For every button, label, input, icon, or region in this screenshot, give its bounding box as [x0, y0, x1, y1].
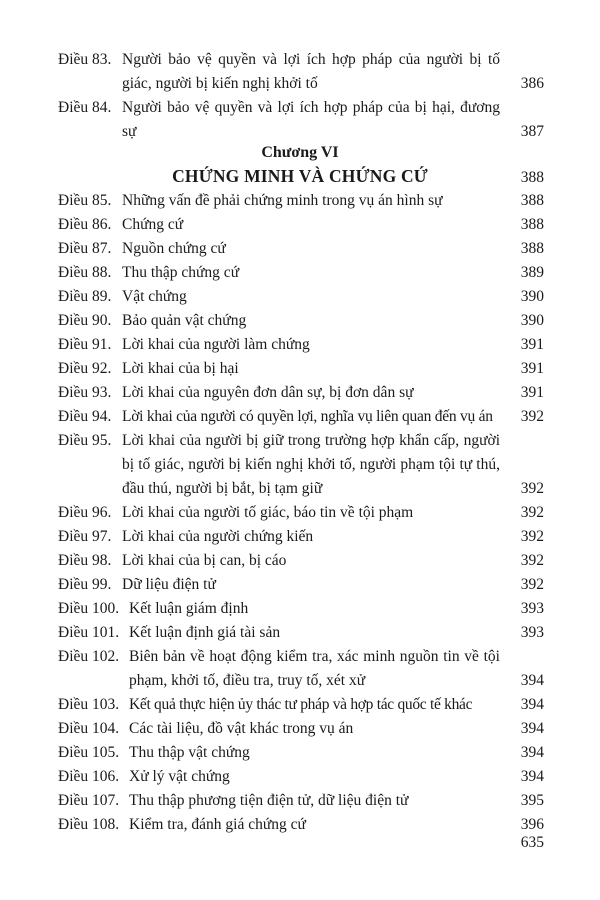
page-ref: 387 — [520, 123, 544, 140]
toc-entry — [0, 429, 600, 501]
article-label: Điều 89. — [58, 288, 112, 305]
article-title: Nguồn chứng cứ — [122, 240, 226, 257]
article-label: Điều 85. — [58, 192, 112, 209]
article-title: Kiểm tra, đánh giá chứng cứ — [129, 816, 306, 833]
toc-entry — [0, 96, 600, 144]
chapter-page-ref: 388 — [520, 169, 544, 186]
article-label: Điều 98. — [58, 552, 112, 569]
page-ref: 394 — [520, 696, 544, 713]
article-title: Lời khai của bị can, bị cáo — [122, 552, 287, 569]
article-label: Điều 86. — [58, 216, 112, 233]
article-label: Điều 105. — [58, 744, 120, 761]
page-ref: 392 — [520, 576, 544, 593]
article-label: Điều 102. — [58, 648, 120, 665]
article-title: Lời khai của bị hại — [122, 360, 239, 377]
page-ref: 392 — [520, 528, 544, 545]
chapter-number: Chương VI — [261, 144, 339, 161]
article-title: Lời khai của người có quyền lợi, nghĩa vụ liên quan đến vụ án — [122, 408, 493, 425]
article-label: Điều 101. — [58, 624, 120, 641]
page-ref: 396 — [520, 816, 544, 833]
article-title: Kết luận giám định — [129, 600, 249, 617]
article-title: Lời khai của người chứng kiến — [122, 528, 314, 545]
article-title: Chứng cứ — [122, 216, 184, 233]
article-label: Điều 107. — [58, 792, 120, 809]
article-label: Điều 96. — [58, 504, 112, 521]
article-title: Lời khai của người bị giữ trong trường hợp khẩn cấp, người bị tố giác, người bị kiến nghị khởi tố, người phạm tội tự thú, đầu thú, người bị bắt, bị tạm giữ — [122, 432, 500, 497]
article-label: Điều 103. — [58, 696, 120, 713]
article-label: Điều 100. — [58, 600, 120, 617]
article-label: Điều 93. — [58, 384, 112, 401]
toc-entry — [0, 645, 600, 693]
page-ref: 394 — [520, 768, 544, 785]
article-label: Điều 94. — [58, 408, 112, 425]
article-title: Kết quả thực hiện ủy thác tư pháp và hợp tác quốc tế khác — [129, 696, 473, 713]
article-title: Người bảo vệ quyền và lợi ích hợp pháp của bị hại, đương sự — [122, 99, 500, 140]
page-ref: 391 — [520, 360, 544, 377]
article-label: Điều 97. — [58, 528, 112, 545]
article-title: Thu thập phương tiện điện tử, dữ liệu điện tử — [129, 792, 409, 809]
article-title: Lời khai của người tố giác, báo tin về tội phạm — [122, 504, 414, 521]
article-title: Thu thập vật chứng — [129, 744, 250, 761]
article-title: Xử lý vật chứng — [129, 768, 230, 785]
page-ref: 386 — [520, 75, 544, 92]
page-ref: 390 — [520, 288, 544, 305]
article-label: Điều 87. — [58, 240, 112, 257]
page-ref: 394 — [520, 672, 544, 689]
article-title: Dữ liệu điện tử — [122, 576, 216, 593]
page-ref: 392 — [520, 408, 544, 425]
page-ref: 388 — [520, 240, 544, 257]
article-title: Bảo quản vật chứng — [122, 312, 247, 329]
page-ref: 392 — [520, 552, 544, 569]
article-label: Điều 83. — [58, 51, 112, 68]
article-title: Lời khai của người làm chứng — [122, 336, 310, 353]
page-ref: 392 — [520, 504, 544, 521]
article-title: Vật chứng — [122, 288, 187, 305]
toc-entry — [0, 48, 600, 96]
article-title: Biên bản về hoạt động kiểm tra, xác minh nguồn tin về tội phạm, khởi tố, điều tra, truy tố, xét xử — [129, 648, 500, 689]
page-ref: 395 — [520, 792, 544, 809]
article-label: Điều 92. — [58, 360, 112, 377]
page-ref: 388 — [520, 192, 544, 209]
page-ref: 391 — [520, 336, 544, 353]
article-label: Điều 90. — [58, 312, 112, 329]
article-label: Điều 84. — [58, 99, 112, 116]
article-title: Những vấn đề phải chứng minh trong vụ án hình sự — [122, 192, 443, 209]
article-label: Điều 99. — [58, 576, 112, 593]
page-ref: 389 — [520, 264, 544, 281]
page-ref: 391 — [520, 384, 544, 401]
article-title: Lời khai của nguyên đơn dân sự, bị đơn dân sự — [122, 384, 414, 401]
article-title: Các tài liệu, đồ vật khác trong vụ án — [129, 720, 354, 737]
article-label: Điều 91. — [58, 336, 112, 353]
article-title: Kết luận định giá tài sản — [129, 624, 281, 641]
chapter-title: CHỨNG MINH VÀ CHỨNG CỨ — [172, 166, 428, 186]
page-number: 635 — [520, 834, 544, 851]
page-ref: 390 — [520, 312, 544, 329]
article-label: Điều 106. — [58, 768, 120, 785]
article-title: Thu thập chứng cứ — [122, 264, 240, 281]
article-label: Điều 108. — [58, 816, 120, 833]
page-ref: 393 — [520, 624, 544, 641]
article-title: Người bảo vệ quyền và lợi ích hợp pháp của người bị tố giác, người bị kiến nghị khởi tố — [122, 51, 500, 92]
page-ref: 394 — [520, 720, 544, 737]
page-ref: 393 — [520, 600, 544, 617]
page-ref: 394 — [520, 744, 544, 761]
page-ref: 392 — [520, 480, 544, 497]
article-label: Điều 88. — [58, 264, 112, 281]
page-ref: 388 — [520, 216, 544, 233]
article-label: Điều 95. — [58, 432, 112, 449]
article-label: Điều 104. — [58, 720, 120, 737]
